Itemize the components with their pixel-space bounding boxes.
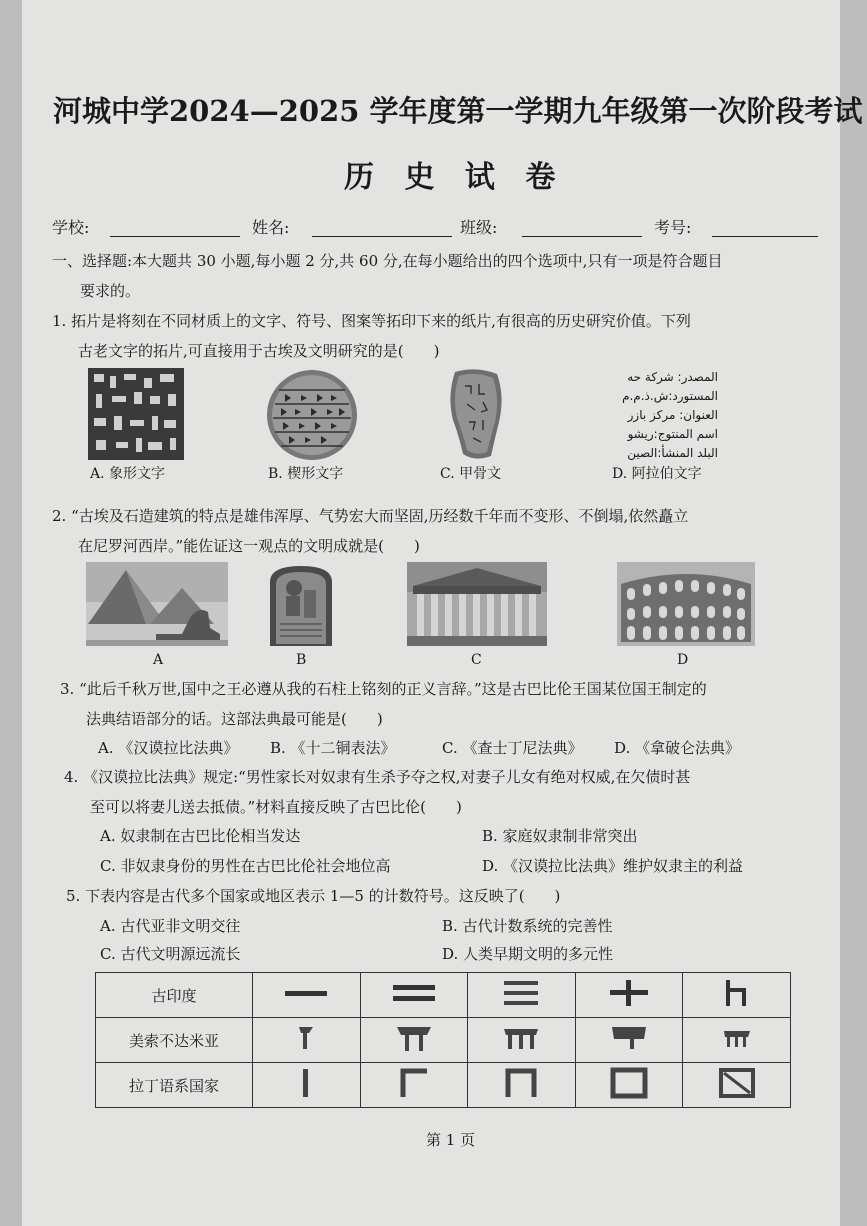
latin-numeral-2: [360, 1063, 468, 1108]
numeral-table: [95, 972, 791, 1108]
q2-label-d: D: [677, 652, 689, 668]
q2-stem: 2. “古埃及石造建筑的特点是雄伟浑厚、气势宏大而坚固,历经数千年而不变形、不倒塌,依然矗立: [52, 507, 689, 525]
arabic-line: المستورد:ش.ذ.م.م: [622, 389, 718, 403]
q5-option-d: D. 人类早期文明的多元性: [442, 945, 614, 963]
number-label: 考号:: [654, 218, 692, 237]
india-numeral-2: [360, 973, 468, 1018]
q4-stem: 4. 《汉谟拉比法典》规定:“男性家长对奴隶有生杀予夺之权,对妻子儿女有绝对权威,在欠债时甚: [64, 768, 691, 786]
table-row: [96, 973, 791, 1018]
hieroglyph-rubbing-image: [88, 368, 184, 460]
stele-image: [266, 566, 336, 646]
table-row: [96, 1063, 791, 1108]
table-row: [96, 1018, 791, 1063]
latin-numeral-5: [683, 1063, 791, 1108]
india-numeral-4: [575, 973, 683, 1018]
india-numeral-1: [253, 973, 361, 1018]
oracle-bone-image: [445, 366, 507, 462]
q5-option-b: B. 古代计数系统的完善性: [442, 917, 613, 935]
parthenon-image: [407, 562, 547, 646]
q3-option-d: D. 《拿破仑法典》: [614, 739, 741, 757]
class-field[interactable]: [522, 236, 642, 237]
arabic-line: المصدر: شركة حه: [627, 370, 718, 384]
q4-stem-cont: 至可以将妻儿送去抵债。”材料直接反映了古巴比伦( ): [90, 798, 462, 816]
q1-stem: 1. 拓片是将刻在不同材质上的文字、符号、图案等拓印下来的纸片,有很高的历史研究价值。下列: [52, 312, 691, 330]
q1-option-b: B. 楔形文字: [268, 466, 344, 482]
school-label: 学校:: [52, 218, 90, 237]
q4-option-b: B. 家庭奴隶制非常突出: [482, 827, 638, 845]
q1-stem-cont: 古老文字的拓片,可直接用于古埃及文明研究的是( ): [78, 342, 440, 360]
q2-label-a: A: [153, 652, 164, 668]
page-number: 第 1 页: [426, 1131, 476, 1149]
meso-numeral-3: [468, 1018, 576, 1063]
india-numeral-3: [468, 973, 576, 1018]
india-numeral-5: [683, 973, 791, 1018]
latin-numeral-1: [253, 1063, 361, 1108]
q4-option-c: C. 非奴隶身份的男性在古巴比伦社会地位高: [100, 857, 391, 875]
subject-title: 历 史 试 卷: [344, 160, 566, 195]
name-field[interactable]: [312, 236, 452, 237]
row-header-mesopotamia: 美索不达米亚: [96, 1018, 253, 1063]
q5-stem: 5. 下表内容是古代多个国家或地区表示 1—5 的计数符号。这反映了( ): [66, 887, 561, 905]
q1-option-d: D. 阿拉伯文字: [612, 466, 702, 482]
q3-stem: 3. “此后千秋万世,国中之王必遵从我的石柱上铭刻的正义言辞。”这是古巴比伦王国某位国王制定的: [60, 680, 707, 698]
arabic-line: العنوان: مركز بازر: [627, 408, 718, 422]
arabic-text-image: [610, 368, 718, 463]
row-header-india: 古印度: [96, 973, 253, 1018]
number-field[interactable]: [712, 236, 818, 237]
arabic-line: اسم المنتوج:ريشو: [627, 427, 718, 441]
meso-numeral-2: [360, 1018, 468, 1063]
q1-option-c: C. 甲骨文: [440, 466, 502, 482]
name-label: 姓名:: [252, 218, 290, 237]
section-instruction: 一、选择题:本大题共 30 小题,每小题 2 分,共 60 分,在每小题给出的四个选项中,只有一项是符合题目: [52, 252, 723, 270]
q5-option-a: A. 古代亚非文明交往: [100, 917, 241, 935]
q2-stem-cont: 在尼罗河西岸。”能佐证这一观点的文明成就是( ): [78, 537, 420, 555]
q2-label-b: B: [296, 652, 307, 668]
arabic-line: البلد المنشأ:الصين: [627, 446, 718, 460]
section-instruction-cont: 要求的。: [80, 282, 141, 300]
meso-numeral-4: [575, 1018, 683, 1063]
q1-option-a: A. 象形文字: [90, 466, 166, 482]
q3-option-a: A. 《汉谟拉比法典》: [98, 739, 239, 757]
q3-option-c: C. 《查士丁尼法典》: [442, 739, 583, 757]
q4-option-a: A. 奴隶制在古巴比伦相当发达: [100, 827, 301, 845]
q3-stem-cont: 法典结语部分的话。这部法典最可能是( ): [86, 710, 383, 728]
school-field[interactable]: [110, 236, 240, 237]
q3-option-b: B. 《十二铜表法》: [270, 739, 396, 757]
q2-label-c: C: [471, 652, 482, 668]
q4-option-d: D. 《汉谟拉比法典》维护奴隶主的利益: [482, 857, 744, 875]
class-label: 班级:: [460, 218, 498, 237]
pyramid-sphinx-image: [86, 562, 228, 646]
cuneiform-tablet-image: [265, 368, 359, 462]
meso-numeral-1: [253, 1018, 361, 1063]
latin-numeral-4: [575, 1063, 683, 1108]
colosseum-image: [617, 562, 755, 646]
exam-title: 河城中学2024—2025 学年度第一学期九年级第一次阶段考试: [53, 94, 863, 128]
row-header-latin: 拉丁语系国家: [96, 1063, 253, 1108]
latin-numeral-3: [468, 1063, 576, 1108]
q5-option-c: C. 古代文明源远流长: [100, 945, 241, 963]
meso-numeral-5: [683, 1018, 791, 1063]
